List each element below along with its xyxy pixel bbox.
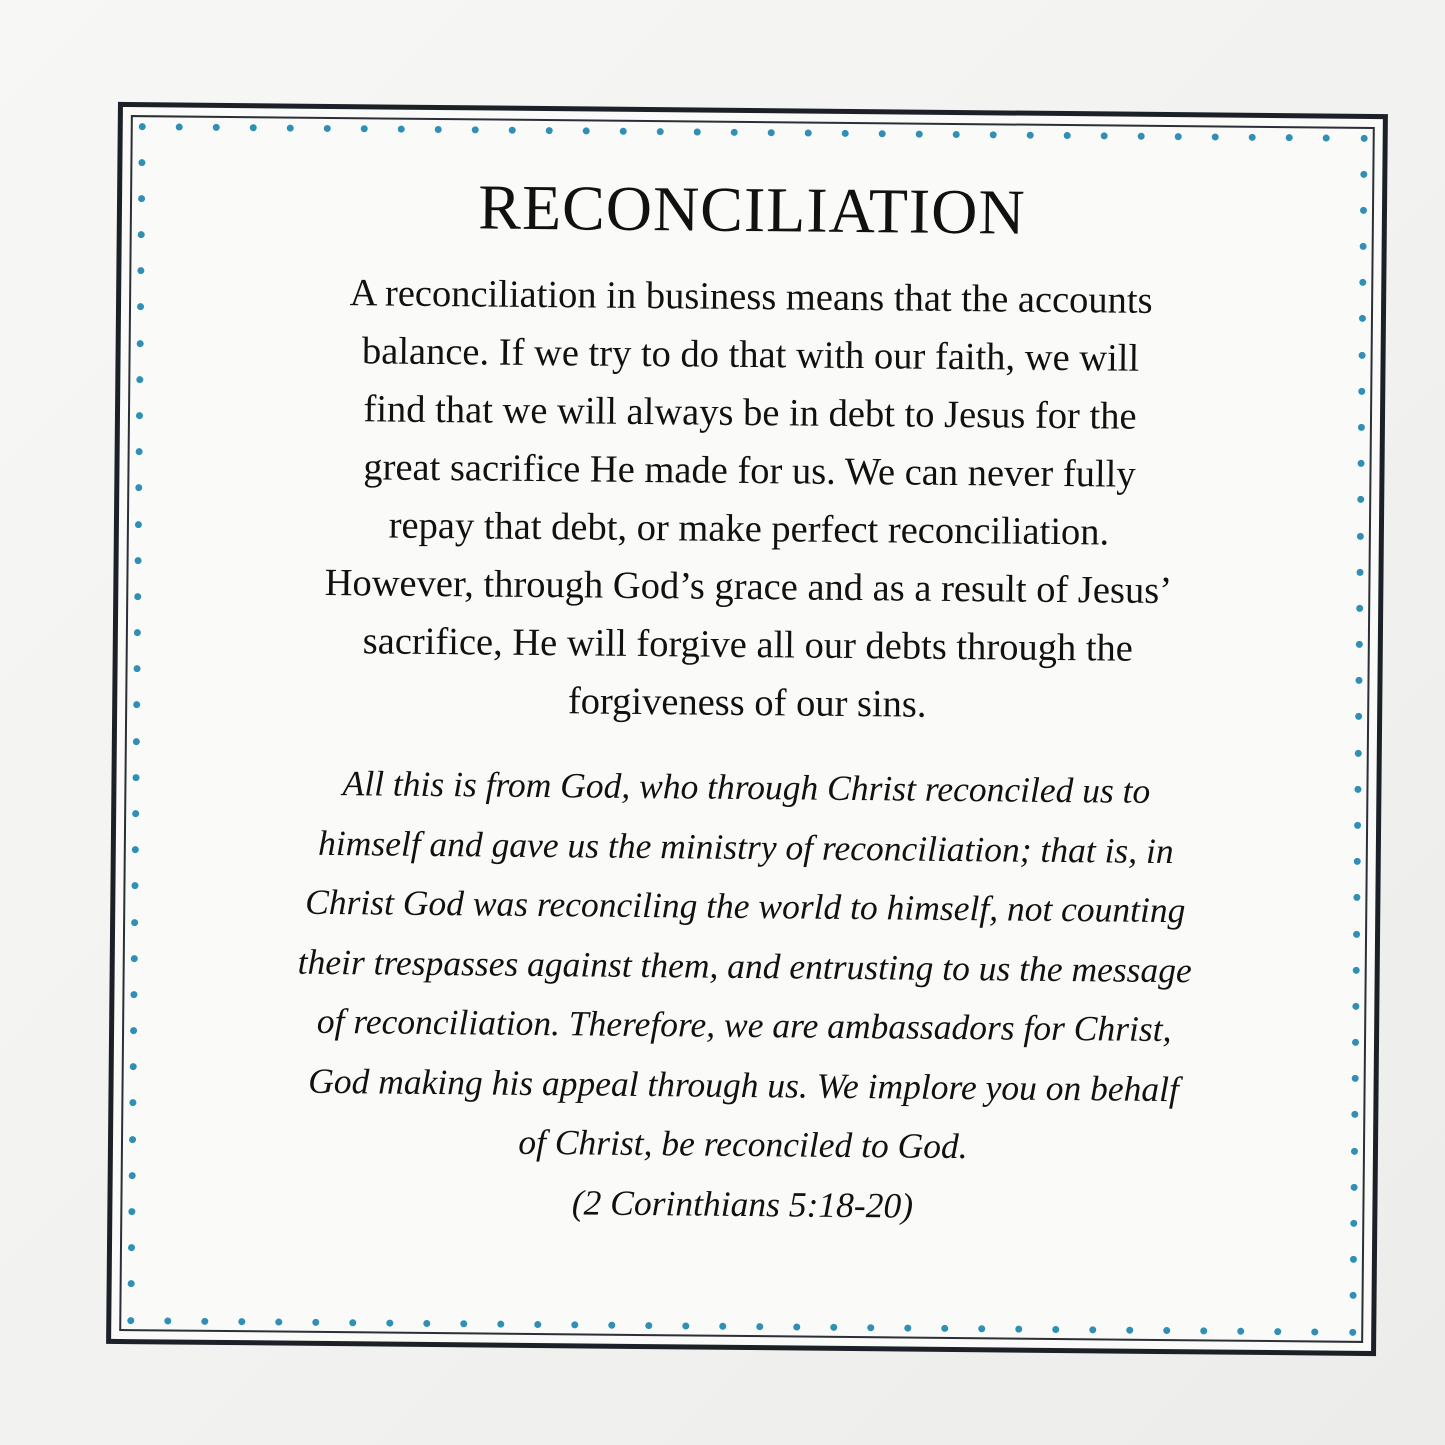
border-dot (546, 127, 553, 134)
border-dot (1090, 1326, 1097, 1333)
border-dot (583, 127, 590, 134)
border-dot (135, 448, 142, 455)
border-dot (460, 1320, 467, 1327)
border-dot (830, 1323, 837, 1330)
border-dot (133, 665, 140, 672)
scripture-line: their trespasses against them, and entrusting to us the message (297, 941, 1192, 990)
border-dot (509, 126, 516, 133)
border-dot (768, 129, 775, 136)
border-dot (1350, 1147, 1357, 1154)
border-dot (1101, 132, 1108, 139)
border-dot (1359, 279, 1366, 286)
border-dot (534, 1320, 541, 1327)
border-dot (286, 124, 293, 131)
border-dot (131, 919, 138, 926)
border-dot (1355, 677, 1362, 684)
border-dot (1349, 1292, 1356, 1299)
border-dot (1349, 1328, 1356, 1335)
border-dot (130, 955, 137, 962)
border-dot (571, 1321, 578, 1328)
border-dot (134, 557, 141, 564)
body-line: balance. If we try to do that with our faith, we will (361, 330, 1140, 380)
border-dot (1357, 496, 1364, 503)
border-dot (1164, 1327, 1171, 1334)
border-dot (249, 124, 256, 131)
border-dot (1359, 243, 1366, 250)
border-dot (620, 127, 627, 134)
body-line: find that we will always be in debt to Jesus for the (363, 388, 1137, 438)
border-dot (1138, 132, 1145, 139)
border-dot (1201, 1327, 1208, 1334)
border-dot (793, 1323, 800, 1330)
border-dot (879, 130, 886, 137)
border-dot (694, 128, 701, 135)
border-dot (323, 124, 330, 131)
border-dot (1064, 132, 1071, 139)
border-dot (238, 1318, 245, 1325)
border-dot (1360, 171, 1367, 178)
border-dot (136, 340, 143, 347)
border-dot (129, 1099, 136, 1106)
border-dot (1357, 460, 1364, 467)
border-dot (135, 484, 142, 491)
scripture-line: of Christ, be reconciled to God. (518, 1121, 968, 1167)
border-dot (128, 1172, 135, 1179)
border-dot (1352, 1003, 1359, 1010)
border-dot (175, 123, 182, 130)
border-dot (1275, 1328, 1282, 1335)
border-dot (1353, 858, 1360, 865)
scripture-line: Christ God was reconciling the world to himself, not counting (304, 881, 1186, 931)
body-paragraph (182, 263, 1316, 738)
scripture-citation: (2 Corinthians 5:18-20) (571, 1181, 914, 1226)
border-dot (133, 629, 140, 636)
border-dot (137, 267, 144, 274)
border-dot (904, 1324, 911, 1331)
border-dot (1356, 605, 1363, 612)
border-dot (136, 376, 143, 383)
border-dot (645, 1322, 652, 1329)
border-dot (132, 738, 139, 745)
border-dot (1175, 133, 1182, 140)
body-line: A reconciliation in business means that the accounts (349, 272, 1153, 322)
border-dot (130, 991, 137, 998)
border-dot (132, 774, 139, 781)
border-dot (133, 702, 140, 709)
border-dot (978, 1325, 985, 1332)
scripture-line: God making his appeal through us. We implore you on behalf (308, 1060, 1180, 1109)
border-dot (1356, 569, 1363, 576)
border-dot (756, 1323, 763, 1330)
border-dot (1027, 131, 1034, 138)
border-dot (805, 129, 812, 136)
border-dot (201, 1317, 208, 1324)
border-dot (497, 1320, 504, 1327)
border-dot (1212, 133, 1219, 140)
border-dot (137, 231, 144, 238)
border-dot (1356, 532, 1363, 539)
scripture-line: of reconciliation. Therefore, we are ambassadors for Christ, (316, 1000, 1172, 1050)
border-dot (1249, 133, 1256, 140)
border-dot (386, 1319, 393, 1326)
scripture-quote (178, 753, 1312, 1180)
border-dot (719, 1322, 726, 1329)
border-dot (1052, 1325, 1059, 1332)
border-dot (842, 129, 849, 136)
border-dot (131, 882, 138, 889)
border-dot (1352, 966, 1359, 973)
border-dot (423, 1319, 430, 1326)
border-dot (1349, 1256, 1356, 1263)
border-dot (1358, 315, 1365, 322)
border-dot (657, 128, 664, 135)
border-dot (134, 521, 141, 528)
body-line: forgiveness of our sins. (567, 680, 927, 726)
border-dot (127, 1317, 134, 1324)
border-dot (134, 593, 141, 600)
body-line: repay that debt, or make perfect reconciliation. (388, 504, 1110, 554)
border-dot (1358, 351, 1365, 358)
border-dot (132, 810, 139, 817)
border-dot (1359, 207, 1366, 214)
border-dot (138, 123, 145, 130)
border-dot (360, 125, 367, 132)
border-dot (1350, 1184, 1357, 1191)
border-dot (129, 1136, 136, 1143)
border-dot (138, 159, 145, 166)
border-dot (916, 130, 923, 137)
border-dot (1357, 424, 1364, 431)
border-dot (1354, 822, 1361, 829)
body-line: great sacrifice He made for us. We can never fully (363, 446, 1136, 496)
border-dot (131, 846, 138, 853)
border-dot (135, 412, 142, 419)
border-dot (212, 123, 219, 130)
border-dot (434, 125, 441, 132)
body-line: sacrifice, He will forgive all our debts through the (362, 620, 1134, 670)
border-dot (130, 1027, 137, 1034)
border-dot (1350, 1220, 1357, 1227)
body-line: However, through God’s grace and as a result of Jesus’ (324, 561, 1173, 613)
border-dot (129, 1063, 136, 1070)
border-dot (1351, 1111, 1358, 1118)
border-dot (867, 1324, 874, 1331)
border-dot (608, 1321, 615, 1328)
card-title: RECONCILIATION (478, 171, 1026, 248)
border-dot (731, 128, 738, 135)
border-dot (1127, 1326, 1134, 1333)
border-dot (1351, 1039, 1358, 1046)
border-dot (128, 1208, 135, 1215)
border-dot (349, 1319, 356, 1326)
border-dot (471, 126, 478, 133)
border-dot (136, 304, 143, 311)
border-dot (1355, 641, 1362, 648)
border-dot (1238, 1327, 1245, 1334)
border-dot (990, 131, 997, 138)
border-dot (1015, 1325, 1022, 1332)
border-dot (941, 1324, 948, 1331)
border-dot (1353, 930, 1360, 937)
card-content (177, 165, 1317, 1240)
border-dot (1355, 713, 1362, 720)
border-dot (164, 1317, 171, 1324)
border-dot (127, 1280, 134, 1287)
border-dot (1354, 749, 1361, 756)
border-dot (312, 1318, 319, 1325)
border-dot (1360, 134, 1367, 141)
border-dot (1358, 388, 1365, 395)
scripture-line: All this is from God, who through Christ reconciled us to (342, 763, 1151, 811)
border-dot (1354, 786, 1361, 793)
scripture-line: himself and gave us the ministry of reconciliation; that is, in (317, 822, 1174, 871)
border-dot (138, 195, 145, 202)
border-dot (275, 1318, 282, 1325)
border-dot (1351, 1075, 1358, 1082)
border-dot (682, 1322, 689, 1329)
border-dot (1353, 894, 1360, 901)
border-dot (953, 130, 960, 137)
reconciliation-card (106, 102, 1388, 1356)
border-dot (397, 125, 404, 132)
border-dot (127, 1244, 134, 1251)
